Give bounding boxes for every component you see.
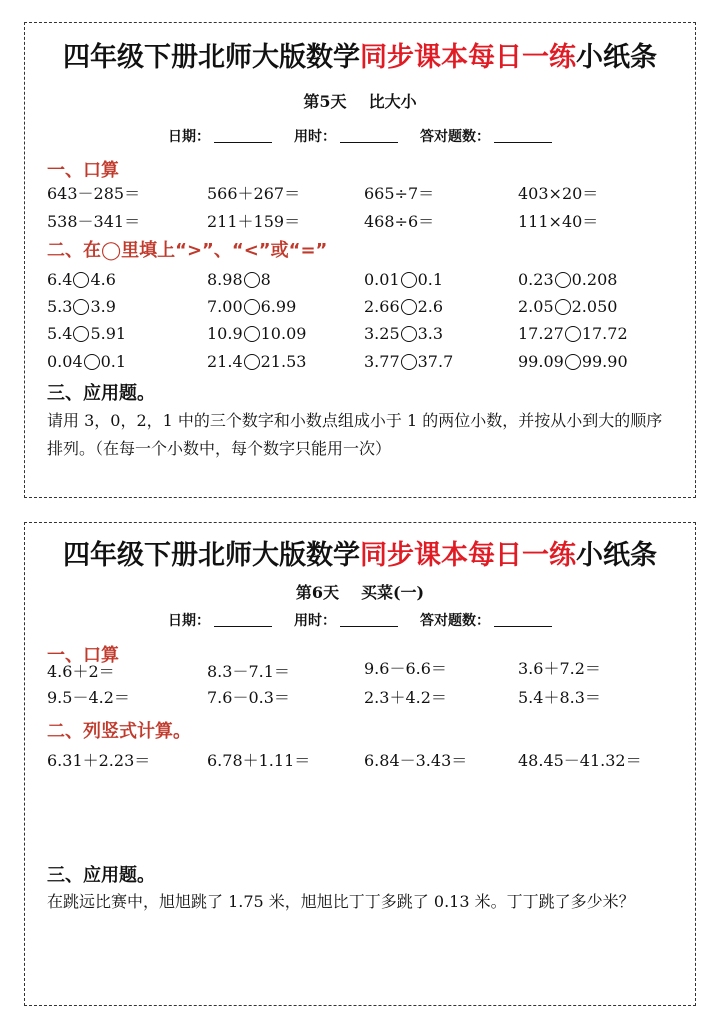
compare-row [47,297,695,321]
compare-row [47,352,695,376]
topic-label: 比大小 [368,92,417,111]
score-blank[interactable] [494,626,552,627]
compare-item: 0.23 0.208 [518,270,618,289]
oral-problem: 5.4＋8.3＝ [518,688,601,707]
worksheet-card-day5 [24,22,696,498]
compare-item: 0.01 0.1 [364,270,444,289]
score-label: 答对题数： [420,613,490,629]
answer-circle[interactable] [244,299,260,315]
oral-problem: 566＋267＝ [207,184,301,203]
title-highlight: 同步课本每日一练 [360,540,576,571]
day-label: 第5天 [303,92,347,111]
oral-problem: 211＋159＝ [207,212,301,231]
answer-circle[interactable] [555,272,571,288]
compare-item: 3.25 3.3 [364,324,444,343]
compare-item: 2.66 2.6 [364,297,444,316]
card-title: 四年级下册北师大版数学同步课本每日一练小纸条 [63,42,657,73]
card-subtitle [25,580,695,603]
compare-item: 8.98 8 [207,270,271,289]
title-highlight: 同步课本每日一练 [360,42,576,73]
time-label: 用时： [294,129,336,145]
oral-problem: 8.3－7.1＝ [207,662,290,681]
compare-row [47,324,695,348]
answer-circle[interactable] [244,272,260,288]
time-label: 用时： [294,613,336,629]
oral-problem: 2.3＋4.2＝ [364,688,447,707]
section-vertical-title: 二、列竖式计算。 [47,721,191,742]
oral-problem: 7.6－0.3＝ [207,688,290,707]
answer-circle[interactable] [84,354,100,370]
compare-item: 3.77 37.7 [364,352,454,371]
oral-problem: 403×20＝ [518,184,599,203]
worksheet-card-day6 [24,522,696,1006]
answer-circle[interactable] [565,326,581,342]
oral-problem: 468÷6＝ [364,212,435,231]
date-label: 日期： [168,613,210,629]
answer-circle[interactable] [401,354,417,370]
date-blank[interactable] [214,626,272,627]
section-application-title: 三、应用题。 [47,383,155,404]
oral-problem: 9.5－4.2＝ [47,688,130,707]
oral-problem: 665÷7＝ [364,184,435,203]
vertical-row [47,748,695,772]
date-label: 日期： [168,129,210,145]
answer-circle[interactable] [244,354,260,370]
oral-problem: 4.6＋2＝ [47,662,115,681]
answer-circle[interactable] [401,326,417,342]
score-label: 答对题数： [420,129,490,145]
oral-row [47,656,695,680]
oral-problem: 111×40＝ [518,212,599,231]
oral-problem: 643－285＝ [47,184,141,203]
section-oral-title: 一、口算 [47,160,119,181]
oral-problem: 3.6＋7.2＝ [518,659,601,678]
info-line [25,126,695,146]
compare-item: 99.09 99.90 [518,352,628,371]
vertical-problem: 6.84－3.43＝ [364,751,468,770]
section-oral-title: 一、口算 [47,645,119,666]
compare-item: 21.4 21.53 [207,352,307,371]
vertical-problem: 48.45－41.32＝ [518,751,642,770]
answer-circle[interactable] [73,272,89,288]
oral-row [47,181,695,205]
topic-label: 买菜(一) [360,583,425,602]
compare-item: 6.4 4.6 [47,270,116,289]
day-label: 第6天 [295,583,339,602]
section-application-title: 三、应用题。 [47,865,155,886]
oral-problem: 9.6－6.6＝ [364,659,447,678]
compare-item: 7.00 6.99 [207,297,297,316]
section-compare-title: 二、在◯里填上“>”、“<”或“=” [47,240,328,261]
oral-problem: 538－341＝ [47,212,141,231]
oral-row [47,685,695,709]
application-problem: 在跳远比赛中，旭旭跳了 1.75 米，旭旭比丁丁多跳了 0.13 米。丁丁跳了多少米？ [47,892,635,911]
compare-row [47,270,695,294]
vertical-problem: 6.31＋2.23＝ [47,751,151,770]
compare-item: 17.27 17.72 [518,324,628,343]
compare-item: 5.3 3.9 [47,297,116,316]
compare-item: 10.9 10.09 [207,324,307,343]
compare-item: 2.05 2.050 [518,297,618,316]
answer-circle[interactable] [401,299,417,315]
oral-row [47,209,695,233]
answer-circle[interactable] [565,354,581,370]
date-blank[interactable] [214,142,272,143]
card-subtitle [25,89,695,112]
info-line [25,610,695,630]
score-blank[interactable] [494,142,552,143]
answer-circle[interactable] [244,326,260,342]
answer-circle[interactable] [401,272,417,288]
time-blank[interactable] [340,626,398,627]
vertical-problem: 6.78＋1.11＝ [207,751,311,770]
compare-item: 5.4 5.91 [47,324,127,343]
application-problem: 请用 3，0，2，1 中的三个数字和小数点组成小于 1 的两位小数，并按从小到大的顺序排列。（在每一个小数中，每个数字只能用一次） [47,411,663,458]
answer-circle[interactable] [73,299,89,315]
answer-circle[interactable] [73,326,89,342]
time-blank[interactable] [340,142,398,143]
compare-item: 0.04 0.1 [47,352,127,371]
card-title: 四年级下册北师大版数学同步课本每日一练小纸条 [63,540,657,571]
answer-circle[interactable] [555,299,571,315]
